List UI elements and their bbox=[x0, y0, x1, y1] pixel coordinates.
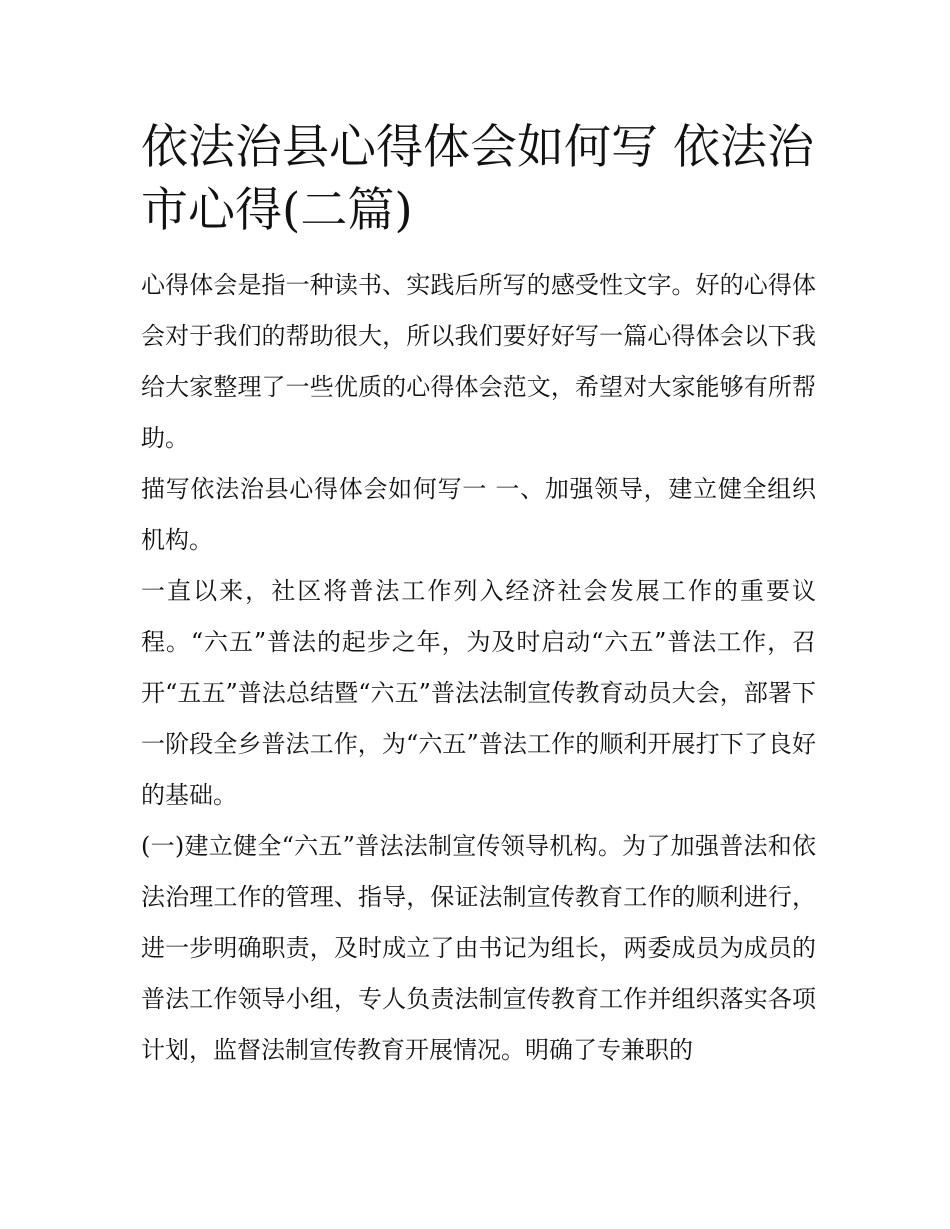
document-title: 依法治县心得体会如何写 依法治市心得(二篇) bbox=[141, 120, 814, 238]
paragraph-organization: (一)建立健全“六五”普法法制宣传领导机构。为了加强普法和依法治理工作的管理、指导，保证法制宣传教育工作的顺利进行，进一步明确职责，及时成立了由书记为组长，两委成员为成员的普法工作领导小组，专人负责法制宣传教育工作并组织落实各项计划，监督法制宣传教育开展情况。明确了专兼职的 bbox=[141, 832, 816, 1064]
paragraph-intro: 心得体会是指一种读书、实践后所写的感受性文字。好的心得体会对于我们的帮助很大，所以我们要好好写一篇心得体会以下我给大家整理了一些优质的心得体会范文，希望对大家能够有所帮助。 bbox=[141, 271, 816, 452]
paragraph-section-heading: 描写依法治县心得体会如何写一 一、加强领导，建立健全组织机构。 bbox=[141, 475, 816, 554]
document-body bbox=[141, 260, 816, 1076]
document-content bbox=[141, 116, 816, 1076]
paragraph-background: 一直以来，社区将普法工作列入经济社会发展工作的重要议程。“六五”普法的起步之年，为及时启动“六五”普法工作，召开“五五”普法总结暨“六五”普法法制宣传教育动员大会，部署下一阶段全乡普法工作，为“六五”普法工作的顺利开展打下了良好的基础。 bbox=[141, 577, 816, 809]
